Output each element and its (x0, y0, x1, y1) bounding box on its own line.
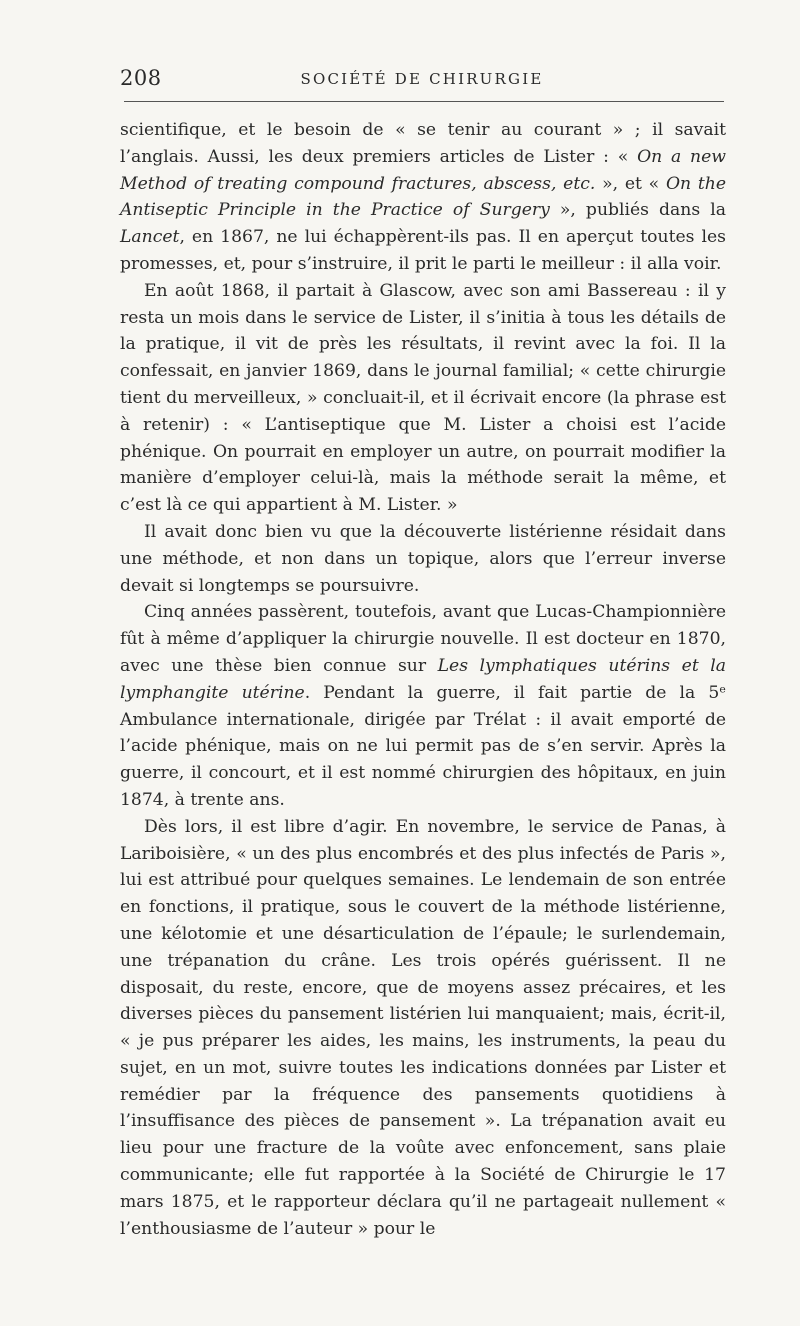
italic-title: On a new Method of treating compound fractures, abscess, etc. (120, 146, 726, 194)
text-run: Cinq années passèrent, toutefois, avant que Lucas-Championnière fût à même d’appliquer la chirurgie nouvelle. Il est docteur en 1870, avec une thèse bien connue sur (120, 602, 726, 676)
text-run: Dès lors, il est libre d’agir. En novembre, le service de Panas, à Lariboisière, « un des plus encombrés et des plus infectés de Paris », lui est attribué pour quelques semaines. Le lendemain de son entrée en fonctions, il pratique, sous le couvert de la méthode listérienne, une kélotomie et une désarticulation de l’épaule; le surlendemain, une trépanation du crâne. Les trois opérés guérissent. Il ne disposait, du reste, encore, que de moyens assez précaires, et les diverses pièces du pansement listérien lui manquaient; mais, écrit-il, « je pus préparer les aides, les mains, les instruments, la peau du sujet, en un mot, suivre toutes les indications données par Lister et remédier par la fréquence des pansements quotidiens à l’insuffisance des pièces de pansement ». La trépanation avait eu lieu pour une fracture de la voûte avec enfoncement, sans plaie communicante; elle fut rapportée à la Société de Chirurgie le 17 mars 1875, et le rapporteur déclara qu’il ne partageait nullement « l’enthousiasme de l’auteur » pour le (120, 816, 726, 1239)
text-run: », et « (595, 173, 666, 194)
text-run: Il avait donc bien vu que la découverte listérienne résidait dans une méthode, et non dans un topique, alors que l’erreur inverse devait si longtemps se poursuivre. (120, 521, 726, 596)
body-text (120, 117, 726, 1242)
text-run: , en 1867, ne lui échappèrent-ils pas. Il en aperçut toutes les promesses, et, pour s’instruire, il prit le parti le meilleur : il alla voir. (120, 227, 726, 274)
italic-title: On the Antiseptic Principle in the Practice of Surgery (120, 173, 726, 221)
text-run: En août 1868, il partait à Glascow, avec son ami Bassereau : il y resta un mois dans le service de Lister, il s’initia à tous les détails de la pratique, il vit de près les résultats, il revint avec la foi. Il la confessait, en janvier 1869, dans le journal familial; « cette chirurgie tient du merveilleux, » concluait-il, et il écrivait encore (la phrase est à retenir) : « L’antiseptique que M. Lister a choisi est l’acide phénique. On pourrait en employer un autre, on pourrait modifier la manière d’employer celui-là, mais la méthode serait la même, et c’est là ce qui appartient à M. Lister. » (120, 280, 726, 516)
paragraph (120, 117, 726, 278)
page-number: 208 (120, 66, 162, 90)
paragraph (120, 599, 726, 813)
text-run: . Pendant la guerre, il fait partie de la 5ᵉ Ambulance internationale, dirigée par Trélat : il avait emporté de l’acide phénique, mais on ne lui permit pas de s’en servir. Après la guerre, il concourt, et il est nommé chirurgien des hôpitaux, en juin 1874, à trente ans. (120, 682, 726, 810)
text-run: scientifique, et le besoin de « se tenir au courant » ; il savait l’anglais. Aussi, les deux premiers articles de Lister : « (120, 120, 726, 167)
paragraph (120, 278, 726, 519)
paragraph (120, 814, 726, 1243)
text-run: », publiés dans la (549, 200, 726, 221)
running-head: SOCIÉTÉ DE CHIRURGIE (300, 70, 544, 88)
header-rule (124, 101, 724, 102)
page-header (120, 60, 724, 100)
italic-title: Lancet (120, 227, 180, 248)
italic-title: Les lymphatiques utérins et la lymphangite utérine (120, 655, 727, 703)
paragraph (120, 519, 726, 599)
